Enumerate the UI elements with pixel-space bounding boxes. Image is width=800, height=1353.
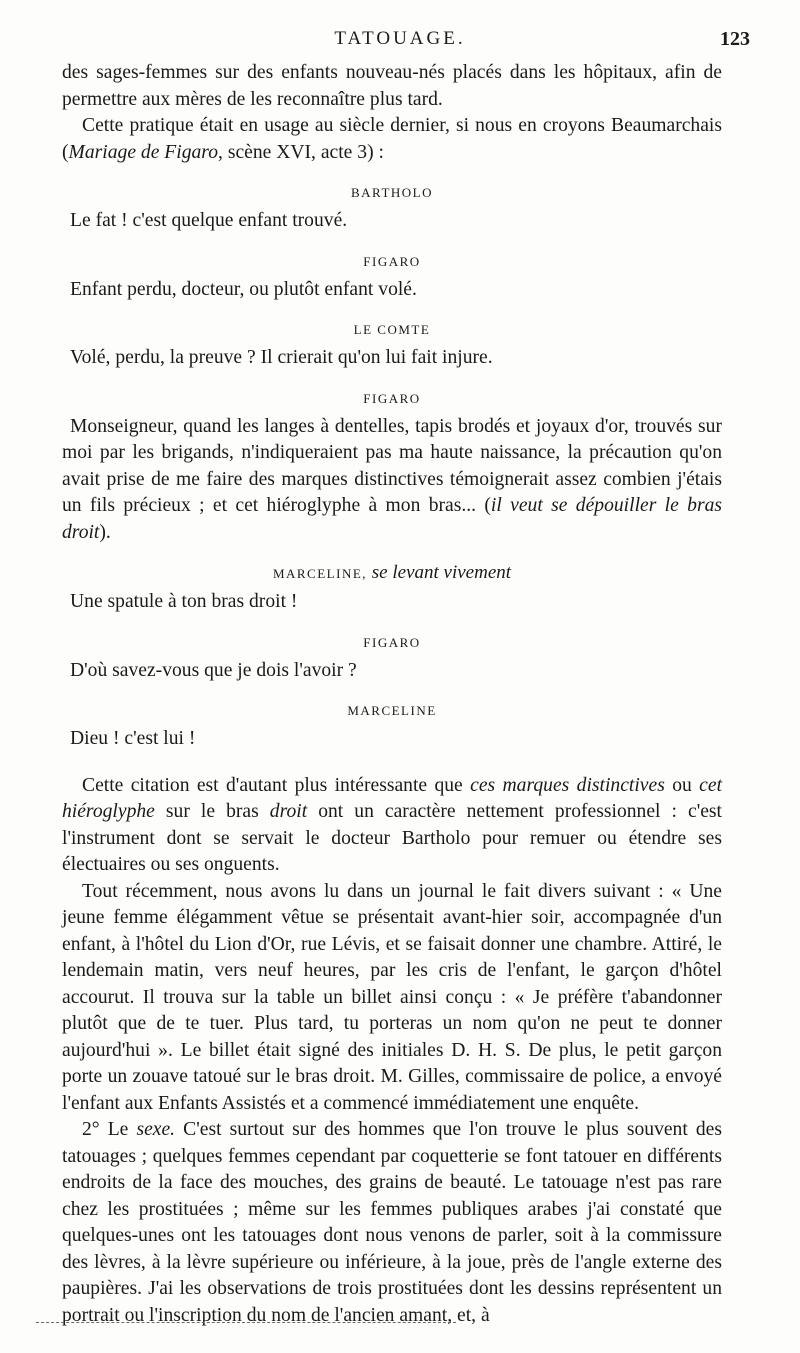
- speaker-name: BARTHOLO: [351, 185, 433, 200]
- paragraph-beaumarchais: [62, 113, 722, 166]
- text-run: Cette pratique était en usage au siècle dernier, si nous en croyons Beaumarchais (: [62, 115, 722, 163]
- paragraph-news-item: Tout récemment, nous avons lu dans un journal le fait divers suivant : « Une jeune femme élégamment vêtue se présentait avant-hier soir, accompagnée d'un enfant, à l'hôtel du Lion d'Or, rue Lévis, et se faisait donner une chambre. Attiré, le lendemain matin, vers neuf heures, par les cris de l'enfant, le garçon d'hôtel accourut. Il trouva sur la table un billet ainsi conçu : « Je préfère t'abandonner plutôt que de te tuer. Plus tard, tu porteras un nom qu'on ne peut te donner aujourd'hui ». Le billet était signé des initiales D. H. S. De plus, le petit garçon porte un zouave tatoué sur le bras droit. M. Gilles, commissaire de police, a envoyé l'enfant aux Enfants Assistés et a commencé immédiatement une enquête.: [62, 880, 722, 1114]
- dialogue-line: Enfant perdu, docteur, ou plutôt enfant volé.: [70, 278, 417, 300]
- speaker-name: FIGARO: [363, 253, 421, 269]
- text-run: ).: [99, 521, 111, 543]
- page-number: 123: [720, 28, 750, 50]
- dialogue-line: Le fat ! c'est quelque enfant trouvé.: [70, 210, 348, 231]
- dialogue-line: [62, 414, 722, 547]
- footer-rule: [36, 1322, 456, 1323]
- paragraph-sex: [62, 1117, 722, 1329]
- stage-direction: il veut se dépouiller le bras droit: [62, 495, 723, 543]
- text-run: C'est surtout sur des hommes que l'on trouve le plus souvent des tatouages ; quelques femmes cependant par coquetterie se font tatouer en différents endroits de la face des mouches, des grains de beauté. Le tatouage n'est pas rare chez les prostituées ; même sur les femmes publiques arabes j'ai constaté que quelques-unes ont les tatouages dont nous venons de parler, soit à la commissure des lèvres, à la lèvre supérieure ou inférieure, à la joue, près de l'angle externe des paupières. J'ai les observations de trois prostituées dont les dessins représentent un portrait ou l'inscription du nom de l'ancien amant, et, à: [62, 1119, 722, 1326]
- play-title: Mariage de Figaro: [68, 141, 219, 163]
- speaker-name: FIGARO: [363, 390, 421, 406]
- page-header: [60, 28, 750, 54]
- emphasis: ces marques distinctives: [470, 774, 665, 796]
- speaker-name-with-direction: [62, 564, 722, 583]
- text-run: Cette citation est d'autant plus intéressante que: [82, 774, 471, 796]
- text-run: 2° Le: [82, 1119, 137, 1140]
- text-run: ont un caractère nettement professionnel : c'est l'instrument dont se servait le docteur Bartholo pour remuer ou étendre ses électuaires ou ses onguents.: [62, 801, 722, 875]
- text-run: , scène XVI, acte 3) :: [218, 141, 384, 163]
- emphasis: droit: [269, 801, 308, 822]
- speaker-name: MARCELINE: [347, 703, 437, 718]
- text-run: sur le bras: [154, 801, 270, 822]
- paragraph-continuation: des sages-femmes sur des enfants nouveau-nés placés dans les hôpitaux, afin de permettre aux mères de les reconnaître plus tard.: [62, 62, 722, 110]
- text-run: Monseigneur, quand les langes à dentelles, tapis brodés et joyaux d'or, trouvés sur moi par les brigands, n'indiqueraient pas ma haute naissance, la précaution qu'on avait prise de me faire des marques distinctives témoignerait assez combien j'étais un fils précieux ; et cet hiéroglyphe à mon bras... (: [62, 415, 722, 516]
- speaker-name: FIGARO: [363, 634, 421, 650]
- page-body: [62, 60, 722, 1329]
- stage-direction: se levant vivement: [371, 562, 512, 583]
- dialogue-line: Dieu ! c'est lui !: [70, 728, 196, 749]
- text-run: ou: [664, 774, 700, 796]
- paragraph-citation-commentary: [62, 773, 722, 879]
- dialogue-line: Une spatule à ton bras droit !: [70, 591, 298, 612]
- emphasis: cet hiéroglyphe: [62, 774, 723, 822]
- speaker-name: LE COMTE: [353, 322, 431, 337]
- section-heading: sexe.: [136, 1119, 176, 1140]
- dialogue-line: Volé, perdu, la preuve ? Il crierait qu'on lui fait injure.: [70, 347, 493, 368]
- dialogue-line: D'où savez-vous que je dois l'avoir ?: [70, 659, 357, 681]
- running-title: TATOUAGE.: [334, 28, 466, 49]
- speaker-name: MARCELINE,: [272, 566, 368, 581]
- section-gap: [62, 753, 722, 773]
